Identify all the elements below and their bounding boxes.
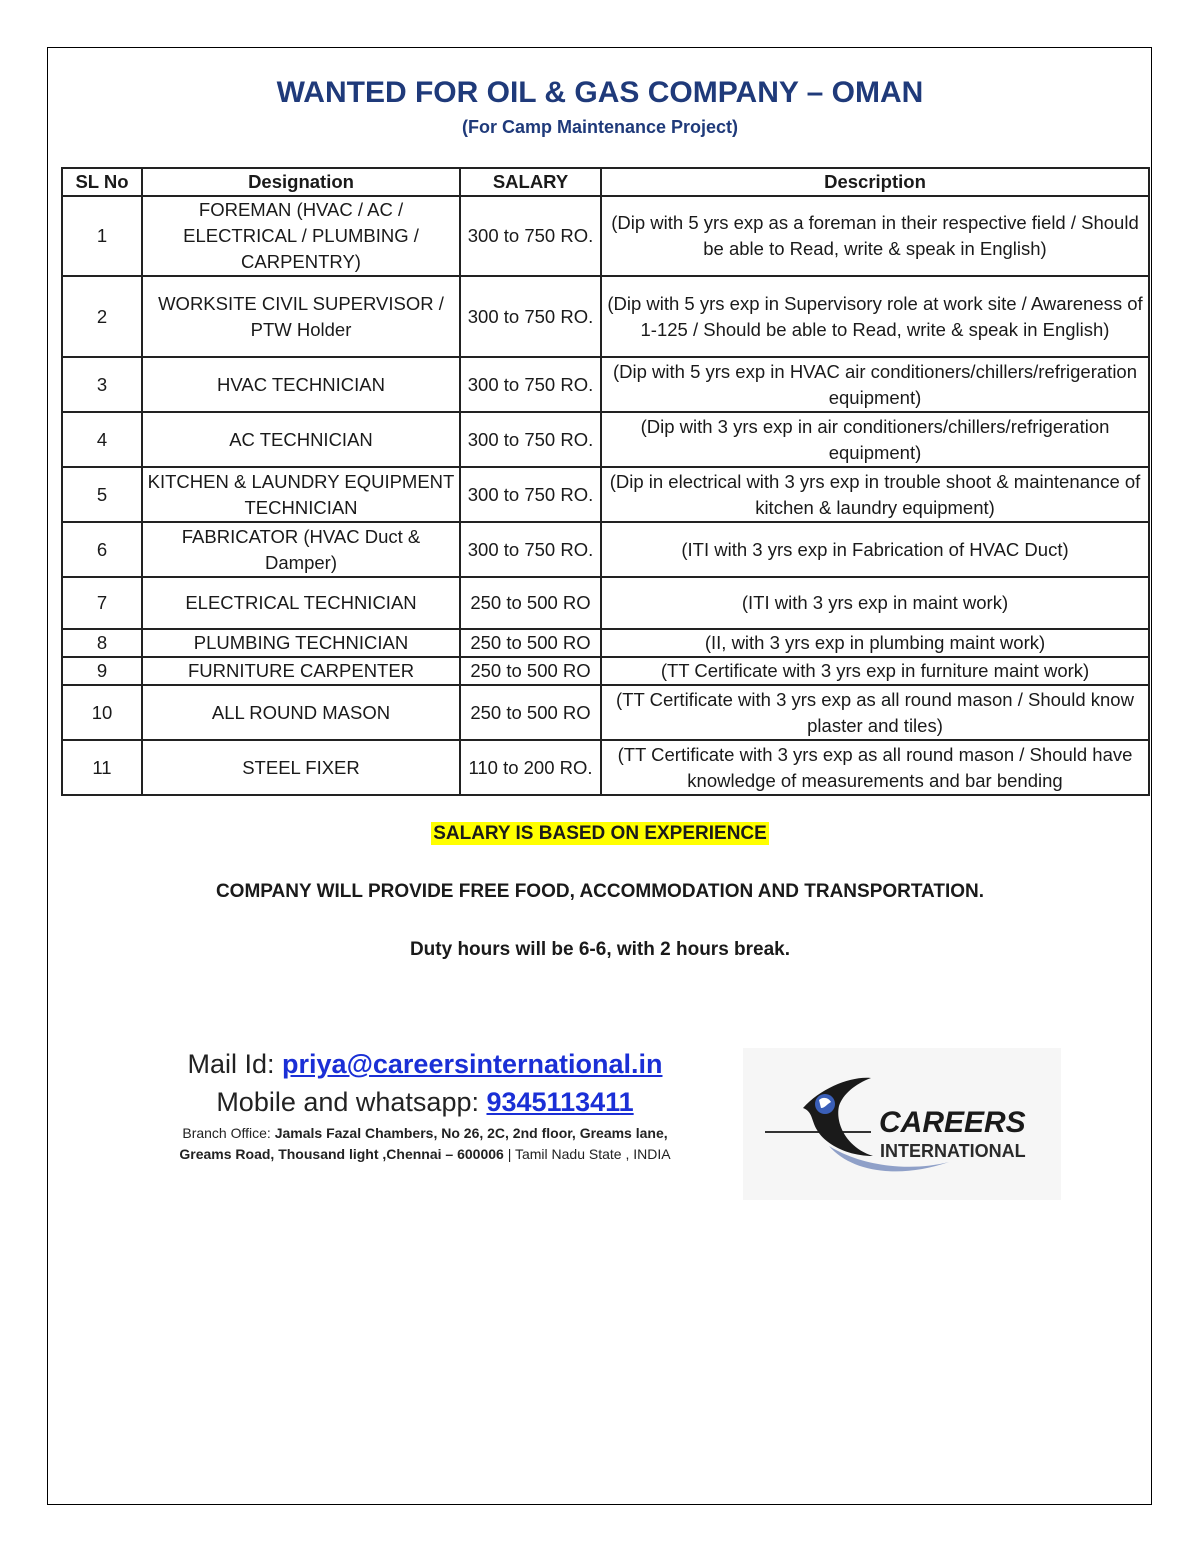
branch-address-line-1: Jamals Fazal Chambers, No 26, 2C, 2nd floor, Greams lane,: [274, 1125, 668, 1141]
description-cell: (TT Certificate with 3 yrs exp as all round mason / Should know plaster and tiles): [601, 685, 1149, 740]
page-title: WANTED FOR OIL & GAS COMPANY – OMAN: [276, 76, 924, 109]
benefits-note: COMPANY WILL PROVIDE FREE FOOD, ACCOMMODATION AND TRANSPORTATION.: [215, 881, 985, 902]
mobile-line: [140, 1083, 710, 1121]
salary-cell: 300 to 750 RO.: [460, 357, 601, 412]
mail-link[interactable]: priya@careersinternational.in: [282, 1049, 663, 1079]
description-cell: (Dip with 5 yrs exp in HVAC air conditioners/chillers/refrigeration equipment): [601, 357, 1149, 412]
designation-cell: PLUMBING TECHNICIAN: [142, 629, 460, 657]
description-cell: (TT Certificate with 3 yrs exp in furniture maint work): [601, 657, 1149, 685]
sl-cell: 5: [62, 467, 142, 522]
table-row: [62, 467, 1149, 522]
sl-cell: 10: [62, 685, 142, 740]
table-row: [62, 412, 1149, 467]
salary-cell: 300 to 750 RO.: [460, 276, 601, 357]
table-row: [62, 577, 1149, 629]
branch-address: [140, 1123, 710, 1165]
salary-cell: 300 to 750 RO.: [460, 412, 601, 467]
logo-graphic: [743, 1048, 1061, 1200]
sl-cell: 7: [62, 577, 142, 629]
sl-cell: 4: [62, 412, 142, 467]
designation-cell: FABRICATOR (HVAC Duct & Damper): [142, 522, 460, 577]
table-row: [62, 685, 1149, 740]
designation-cell: WORKSITE CIVIL SUPERVISOR / PTW Holder: [142, 276, 460, 357]
description-cell: (Dip with 3 yrs exp in air conditioners/chillers/refrigeration equipment): [601, 412, 1149, 467]
branch-label: Branch Office:: [182, 1125, 275, 1141]
mail-line: [140, 1045, 710, 1083]
duty-hours-note: Duty hours will be 6-6, with 2 hours break.: [409, 939, 791, 960]
mobile-link[interactable]: 9345113411: [486, 1087, 634, 1117]
description-cell: (ITI with 3 yrs exp in maint work): [601, 577, 1149, 629]
salary-cell: 250 to 500 RO: [460, 685, 601, 740]
careers-international-logo: [743, 1048, 1061, 1200]
designation-cell: ALL ROUND MASON: [142, 685, 460, 740]
header-salary: SALARY: [460, 168, 601, 196]
salary-note-highlight: SALARY IS BASED ON EXPERIENCE: [433, 823, 767, 844]
logo-tagline: INTERNATIONAL: [880, 1141, 1026, 1161]
branch-address-line-2: Greams Road, Thousand light ,Chennai – 600006: [179, 1146, 504, 1162]
salary-cell: 300 to 750 RO.: [460, 467, 601, 522]
description-cell: (Dip in electrical with 3 yrs exp in trouble shoot & maintenance of kitchen & laundry equipment): [601, 467, 1149, 522]
designation-cell: KITCHEN & LAUNDRY EQUIPMENT TECHNICIAN: [142, 467, 460, 522]
sl-cell: 1: [62, 196, 142, 276]
designation-cell: STEEL FIXER: [142, 740, 460, 795]
mobile-label: Mobile and whatsapp:: [216, 1087, 487, 1117]
sl-cell: 6: [62, 522, 142, 577]
table-header-row: [62, 168, 1149, 196]
designation-cell: FOREMAN (HVAC / AC / ELECTRICAL / PLUMBING / CARPENTRY): [142, 196, 460, 276]
designation-cell: ELECTRICAL TECHNICIAN: [142, 577, 460, 629]
header-sl-no: SL No: [62, 168, 142, 196]
salary-cell: 300 to 750 RO.: [460, 522, 601, 577]
table-row: [62, 740, 1149, 795]
jobs-table: [61, 167, 1150, 796]
description-cell: (II, with 3 yrs exp in plumbing maint work): [601, 629, 1149, 657]
sl-cell: 2: [62, 276, 142, 357]
contact-block: [140, 1045, 710, 1165]
description-cell: (TT Certificate with 3 yrs exp as all round mason / Should have knowledge of measurements and bar bending: [601, 740, 1149, 795]
salary-cell: 250 to 500 RO: [460, 657, 601, 685]
designation-cell: FURNITURE CARPENTER: [142, 657, 460, 685]
table-row: [62, 196, 1149, 276]
description-cell: (ITI with 3 yrs exp in Fabrication of HVAC Duct): [601, 522, 1149, 577]
description-cell: (Dip with 5 yrs exp as a foreman in their respective field / Should be able to Read, write & speak in English): [601, 196, 1149, 276]
table-row: [62, 522, 1149, 577]
description-cell: (Dip with 5 yrs exp in Supervisory role at work site / Awareness of 1-125 / Should be able to Read, write & speak in English): [601, 276, 1149, 357]
table-row: [62, 657, 1149, 685]
logo-name: CAREERS: [879, 1106, 1026, 1139]
branch-address-tail: | Tamil Nadu State , INDIA: [503, 1146, 671, 1162]
header-description: Description: [601, 168, 1149, 196]
bird-icon: [803, 1078, 873, 1156]
designation-cell: HVAC TECHNICIAN: [142, 357, 460, 412]
salary-note: [0, 823, 1200, 845]
page-subtitle: (For Camp Maintenance Project): [461, 117, 739, 137]
mail-label: Mail Id:: [187, 1049, 283, 1079]
sl-cell: 9: [62, 657, 142, 685]
sl-cell: 8: [62, 629, 142, 657]
header-designation: Designation: [142, 168, 460, 196]
salary-cell: 300 to 750 RO.: [460, 196, 601, 276]
sl-cell: 3: [62, 357, 142, 412]
salary-cell: 250 to 500 RO: [460, 629, 601, 657]
salary-cell: 110 to 200 RO.: [460, 740, 601, 795]
salary-cell: 250 to 500 RO: [460, 577, 601, 629]
table-row: [62, 276, 1149, 357]
sl-cell: 11: [62, 740, 142, 795]
table-row: [62, 629, 1149, 657]
table-row: [62, 357, 1149, 412]
designation-cell: AC TECHNICIAN: [142, 412, 460, 467]
